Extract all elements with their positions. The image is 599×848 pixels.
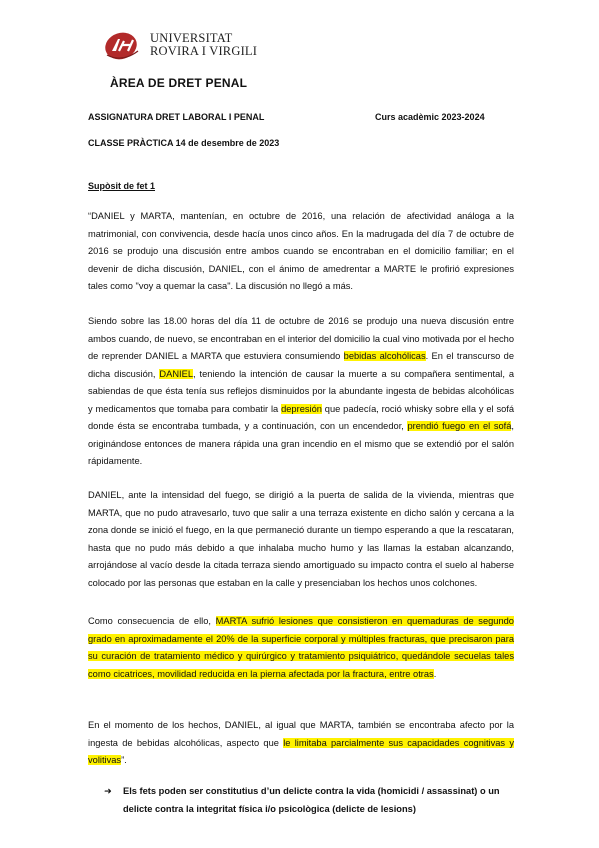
highlighted-text: prendió fuego en el sofá [407, 421, 512, 431]
academic-year: Curs acadèmic 2023-2024 [375, 112, 485, 122]
case-title: Supòsit de fet 1 [88, 181, 156, 191]
highlighted-text: bebidas alcohólicas [343, 351, 426, 361]
session-date: CLASSE PRÀCTICA 14 de desembre de 2023 [88, 138, 280, 148]
paragraph-4 [88, 613, 514, 683]
paragraph-2 [88, 313, 514, 471]
paragraph-text: , originándose entonces de manera rápida una gran incendio en el mismo que se extendió por el salón rápidamente. [88, 421, 514, 466]
paragraph-text: En el momento de los hechos, DANIEL, al igual que MARTA, también se encontraba afecto por la ingesta de bebidas alcohólicas, aspecto que [88, 720, 514, 748]
paragraph-text: ”. [121, 755, 127, 765]
bullet-text: Els fets poden ser constitutius d’un delicte contra la vida (homicidi / assassinat) o un delicte contra la integritat física i/o psicològica (delicte de lesions) [123, 786, 500, 814]
paragraph-5 [88, 717, 514, 770]
highlighted-text: MARTA sufrió lesiones que consistieron en quemaduras de segundo grado en aproximadamente el 20% de la superficie corporal y múltiples fracturas, que precisaron para su curación de tratamiento médico y quirúrgico y tratamiento psiquiátrico, quedándole secuelas tales como cicatrices, movilidad reducida en la pierna afectada por la fractura, entre otras [88, 616, 514, 679]
university-logo-icon [104, 29, 142, 61]
paragraph-text: . En el transcurso de dicha discusión, [88, 351, 514, 379]
paragraph-text: que padecía, roció whisky sobre ella y el sofá donde ésta se encontraba tumbada, y a continuación, con un encendedor, [88, 403, 515, 431]
subject-title: ASSIGNATURA DRET LABORAL I PENAL [88, 112, 265, 122]
highlighted-text: le limitaba parcialmente sus capacidades cognitivas y volitivas [88, 737, 514, 765]
paragraph-3 [88, 487, 514, 592]
department-name: ÀREA DE DRET PENAL [110, 76, 248, 90]
logo-block [104, 28, 304, 92]
university-name-line2: ROVIRA I VIRGILI [150, 44, 258, 58]
paragraph-text: “DANIEL y MARTA, mantenían, en octubre de 2016, una relación de afectividad análoga a la matrimonial, con convivencia, desde hacía unos cinco años. En la madrugada del día 7 de octubre de 2016 se produjo una discusión entre ambos cuando se encontraban en el domicilio familiar; en el devenir de dicha discusión, DANIEL, con el ánimo de amedrentar a MARTE le profirió expresiones tales como "voy a quemar la casa". La discusión no llegó a más. [88, 211, 514, 291]
highlighted-text: depresión [281, 403, 322, 414]
highlighted-text: DANIEL [159, 368, 194, 379]
paragraph-1 [88, 208, 514, 296]
paragraph-text: . [433, 668, 437, 679]
paragraph-text: , teniendo la intención de causar la muerte a su compañera sentimental, a sabiendas de que ésta tenía sus reflejos disminuidos por la abundante ingesta de bebidas alcohólicas y medicamentos que tomaba para combatir la [88, 368, 515, 414]
paragraph-text: Siendo sobre las 18.00 horas del día 11 de octubre de 2016 se produjo una nueva discusión entre ambos cuando, de nuevo, se encontraban en el interior del domicilio la cual vino motivada por el hecho de reprender DANIEL a MARTA que estuviera consumiendo [88, 316, 514, 361]
paragraph-text: DANIEL, ante la intensidad del fuego, se dirigió a la puerta de salida de la vivienda, mientras que MARTA, que no pudo atravesarlo, tuvo que salir a una terraza existente en dicho salón y cercana a la zona donde se inició el fuego, en la que permaneció durante un tiempo esperando a que la rescataran, hasta que no pudo más debido a que inhalaba mucho humo y las llamas la estaban alcanzando, arrojándose al vacío desde la citada terraza siendo amortiguado su impacto contra el suelo al haberse colocado por las personas que estaban en la calle y presenciaban los hechos unos colchones. [88, 490, 514, 588]
paragraph-text: Como consecuencia de ello, [88, 616, 216, 626]
university-name [150, 32, 257, 58]
arrow-right-icon: ➜ [104, 786, 112, 796]
university-name-line1: UNIVERSITAT [150, 31, 233, 45]
